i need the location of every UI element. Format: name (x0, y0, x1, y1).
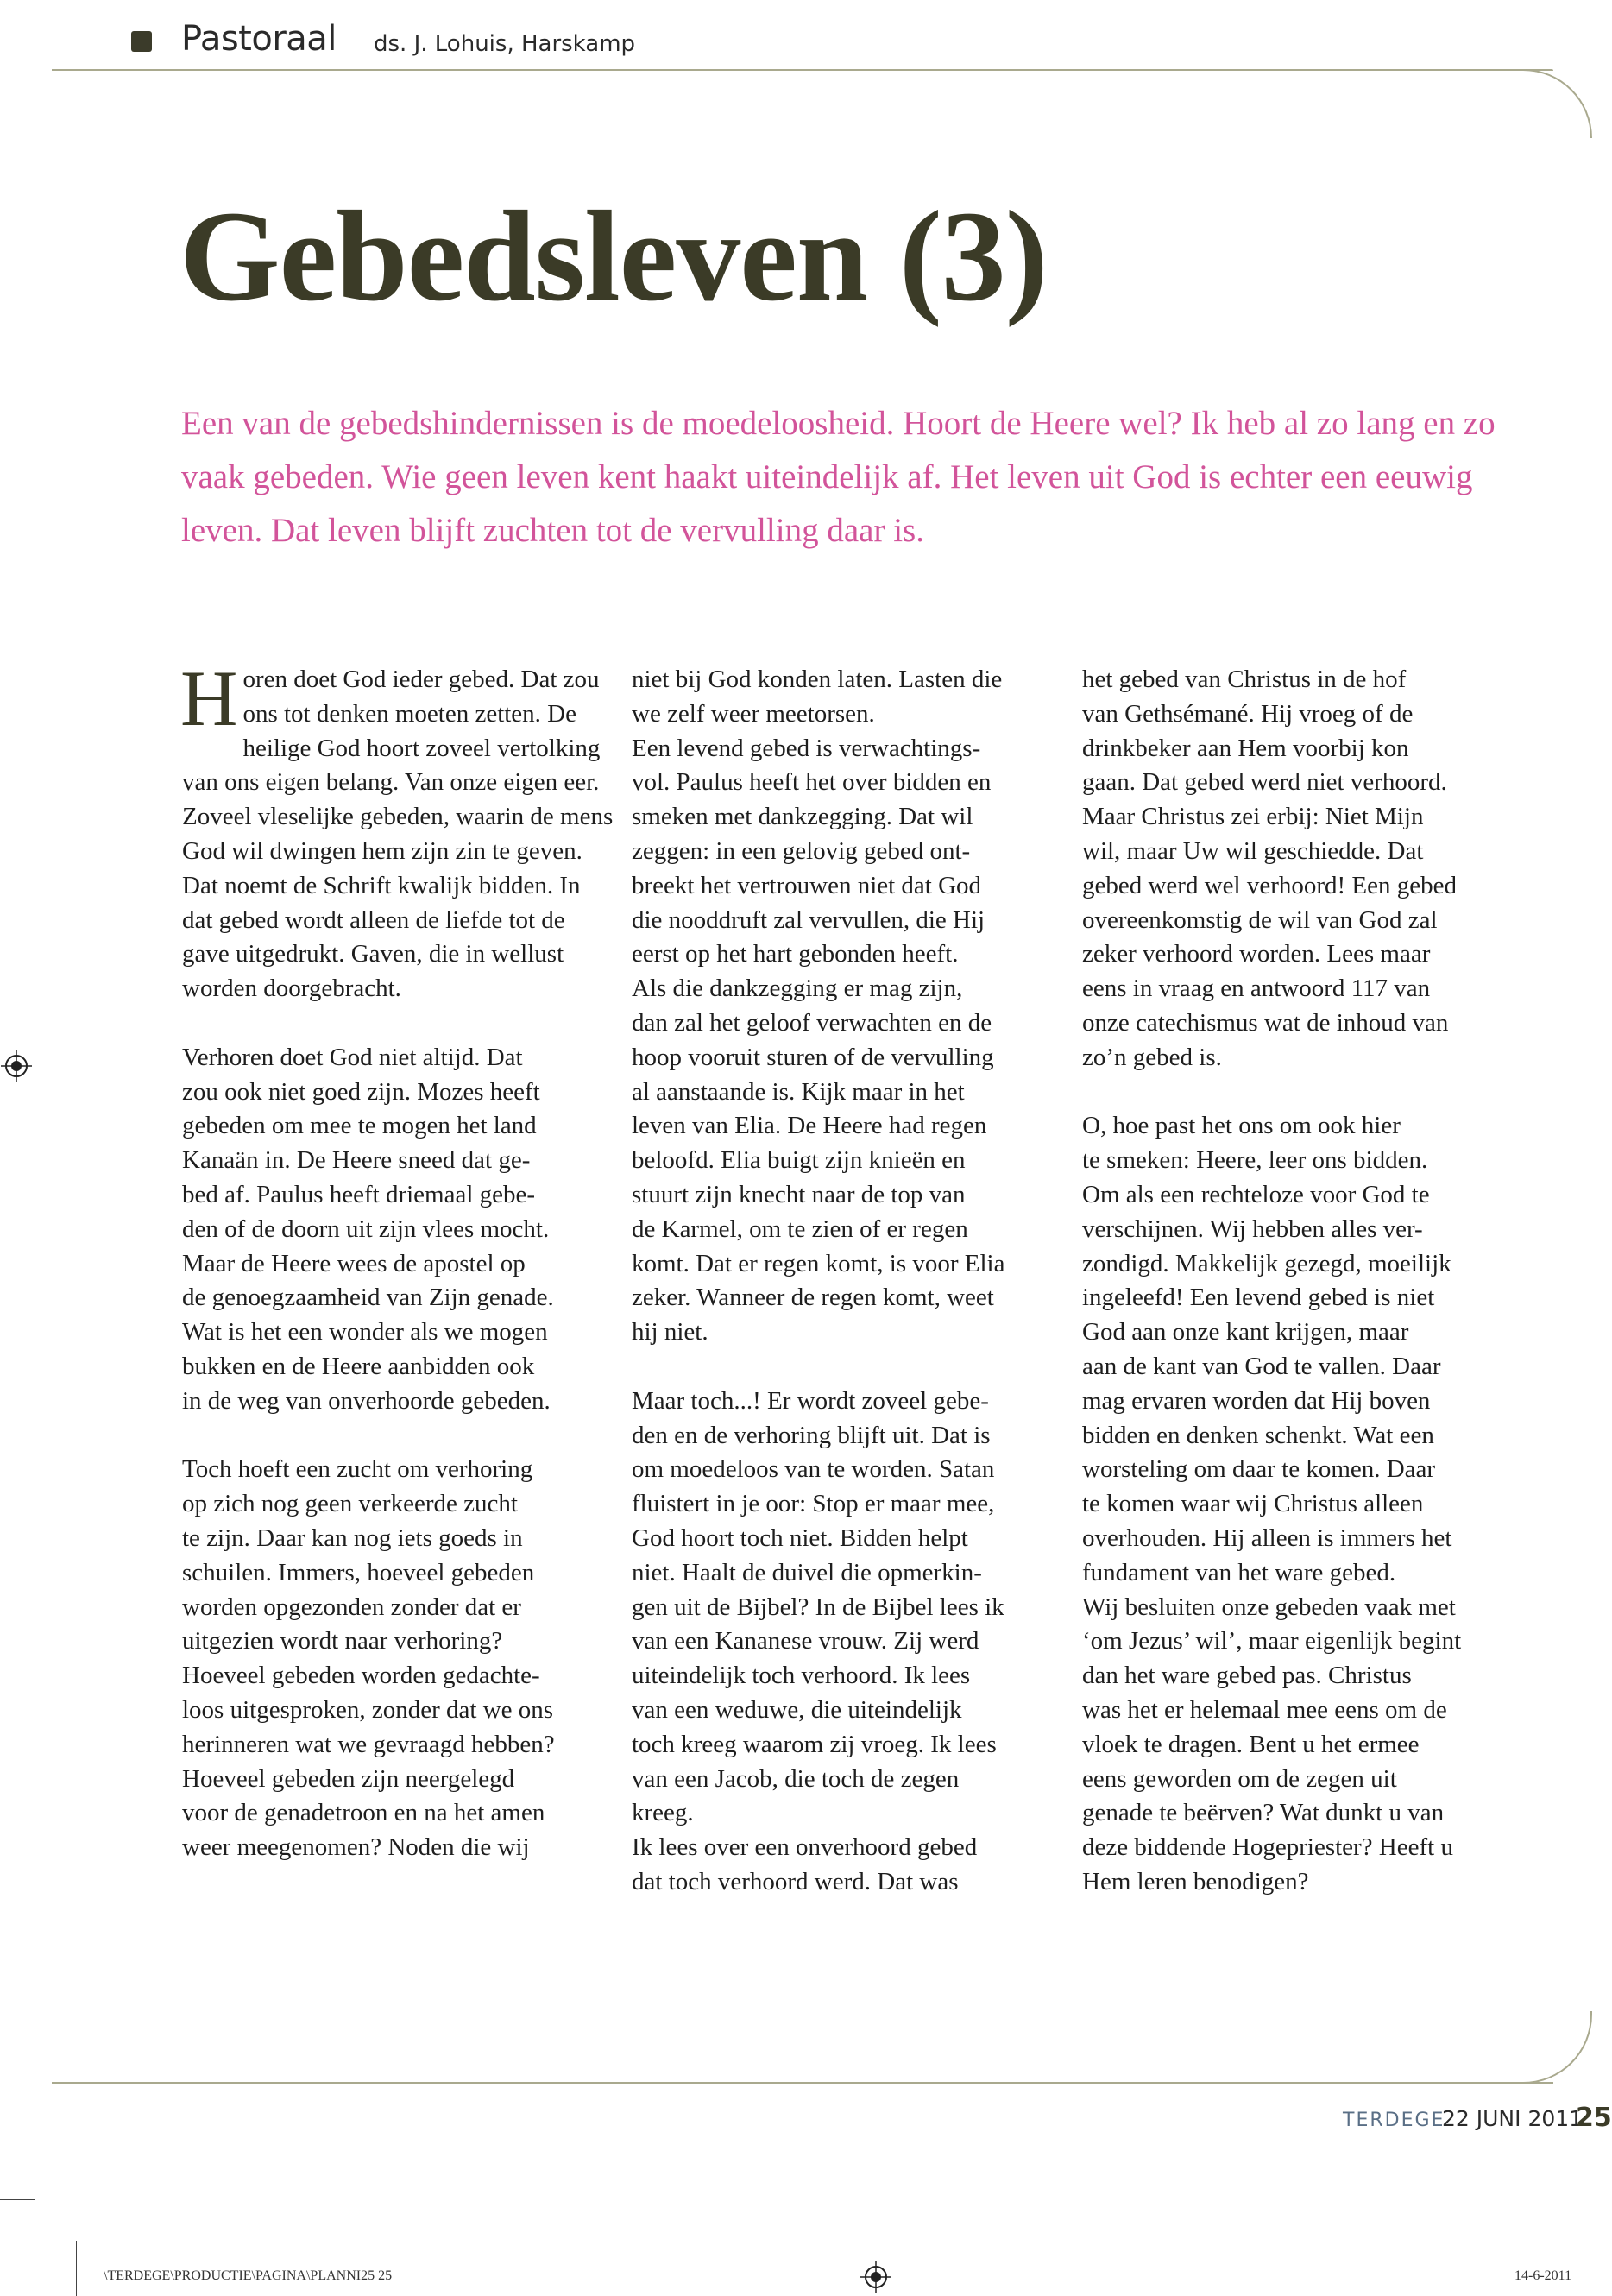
registration-mark-icon (860, 2261, 891, 2293)
paragraph: Maar toch...! Er wordt zoveel gebe- den en de verhoring blijft uit. Dat is om moedeloos van te worden. Satan fluistert in je oor: Stop er maar mee, God hoort toch niet. Bidden helpt niet. Haalt de duivel die opmerkin- gen uit de Bijbel? In de Bijbel lees ik van een Kananese vrouw. Zij werd uiteindelijk toch verhoord. Ik lees van een weduwe, die uiteindelijk toch kreeg waarom zij vroeg. Ik lees van een Jacob, die toch de zegen kreeg. (632, 1386, 1004, 1827)
paragraph: Als die dankzegging er mag zijn, dan zal het geloof verwachten en de hoop vooruit sturen of de vervulling al aanstaande is. Kijk maar in het leven van Elia. De Heere had regen beloofd. Elia buigt zijn knieën en stuurt zijn knecht naar de top van de Karmel, om te zien of er regen komt. Dat er regen komt, is voor Elia zeker. Wanneer de regen komt, weet hij niet. (632, 975, 1005, 1347)
page-number: 25 (1576, 2103, 1612, 2133)
text-column-1 (180, 654, 614, 1865)
top-divider (52, 69, 1553, 71)
bottom-divider-corner (1519, 2011, 1592, 2084)
bottom-divider (52, 2082, 1553, 2084)
article-lead: Een van de gebedshindernissen is de moedeloosheid. Hoort de Heere wel? Ik heb al zo lang en zo vaak gebeden. Wie geen leven kent haakt uiteindelijk af. Het leven uit God is echter een eeuwig leven. Dat leven blijft zuchten tot de vervulling daar is. (181, 405, 1496, 549)
footer-date: 22 JUNI 2011 (1442, 2106, 1584, 2131)
print-slug: \TERDEGE\PRODUCTIE\PAGINA\PLANNI25 25 (104, 2268, 393, 2283)
top-divider-corner (1519, 69, 1592, 138)
paragraph: Wij besluiten onze gebeden vaak met ‘om Jezus’ wil’, maar eigenlijk begint dan het ware gebed pas. Christus was het er helemaal mee eens om de vloek te dragen. Bent u het ermee eens geworden om de zegen uit genade te beërven? Wat dunkt u van deze biddende Hogepriester? Heeft u Hem leren benodigen? (1082, 1593, 1462, 1895)
print-date: 14-6-2011 (1514, 2268, 1572, 2283)
author-line: ds. J. Lohuis, Harskamp (374, 31, 636, 57)
drop-cap: H (180, 654, 238, 742)
paragraph: O, hoe past het ons om ook hier te smeken: Heere, leer ons bidden. Om als een rechteloze voor God te verschijnen. Wij hebben alles ver- zondigd. Makkelijk gezegd, moeilijk ingeleefd! Een levend gebed is niet God aan onze kant krijgen, maar aan de kant van God te vallen. Daar mag ervaren worden dat Hij boven bidden en denken schenkt. Wat een worsteling om daar te komen. Daar te komen waar wij Christus alleen overhouden. Hij alleen is immers het fundament van het ware gebed. (1082, 1112, 1452, 1586)
paragraph: Ik lees over een onverhoord gebed dat toch verhoord werd. Dat was (632, 1833, 978, 1895)
crop-mark (0, 2199, 35, 2200)
paragraph: Een levend gebed is verwachtings- vol. Paulus heeft het over bidden en smeken met dankzegging. Dat wil zeggen: in een gelovig gebed ont- breekt het vertrouwen niet dat God die nooddruft zal vervullen, die Hij eerst op het hart gebonden heeft. (632, 734, 992, 968)
registration-mark-icon (1, 1050, 32, 1082)
paragraph-text: oren doet God ieder gebed. Dat zou ons tot denken moeten zetten. De heilige God hoort zoveel vertolking van ons eigen belang. Van onze eigen eer. Zoveel vleselijke gebeden, waarin de mens God wil dwingen hem zijn zin te geven. Dat noemt de Schrift kwalijk bidden. In dat gebed wordt alleen de liefde tot de gave uitgedrukt. Gaven, die in wellust worden doorgebracht. (182, 665, 614, 1003)
paragraph: Toch hoeft een zucht om verhoring op zich nog geen verkeerde zucht te zijn. Daar kan nog iets goeds in schuilen. Immers, hoeveel gebeden worden opgezonden zonder dat er uitgezien wordt naar verhoring? Hoeveel gebeden worden gedachte- loos uitgesproken, zonder dat we ons herinneren wat we gevraagd hebben? Hoeveel gebeden zijn neergelegd voor de genadetroon en na het amen weer meegenomen? Noden die wij (182, 1455, 555, 1862)
article-title: Gebedsleven (3) (179, 185, 1048, 328)
crop-mark (76, 2241, 77, 2296)
text-column-2 (632, 663, 1063, 1900)
section-marker-square (131, 31, 152, 52)
paragraph: het gebed van Christus in de hof van Gethsémané. Hij vroeg of de drinkbeker aan Hem voorbij kon gaan. Dat gebed werd niet verhoord. Maar Christus zei erbij: Niet Mijn wil, maar Uw wil geschiedde. Dat gebed werd wel verhoord! Een gebed overeenkomstig de wil van God zal zeker verhoord worden. Lees maar eens in vraag en antwoord 117 van onze catechismus wat de inhoud van zo’n gebed is. (1082, 665, 1458, 1071)
paragraph: Verhoren doet God niet altijd. Dat zou ook niet goed zijn. Mozes heeft gebeden om mee te mogen het land Kanaän in. De Heere sneed dat ge- bed af. Paulus heeft driemaal gebe- den of de doorn uit zijn vlees mocht. Maar de Heere wees de apostel op de genoegzaamheid van Zijn genade. Wat is het een wonder als we mogen bukken en de Heere aanbidden ook in de weg van onverhoorde gebeden. (182, 1043, 554, 1415)
paragraph: niet bij God konden laten. Lasten die we zelf weer meetorsen. (632, 665, 1003, 728)
section-label: Pastoraal (181, 19, 337, 59)
footer-magazine-name: TERDEGE (1343, 2110, 1445, 2131)
paragraph (180, 654, 614, 1006)
text-column-3 (1082, 663, 1514, 1900)
